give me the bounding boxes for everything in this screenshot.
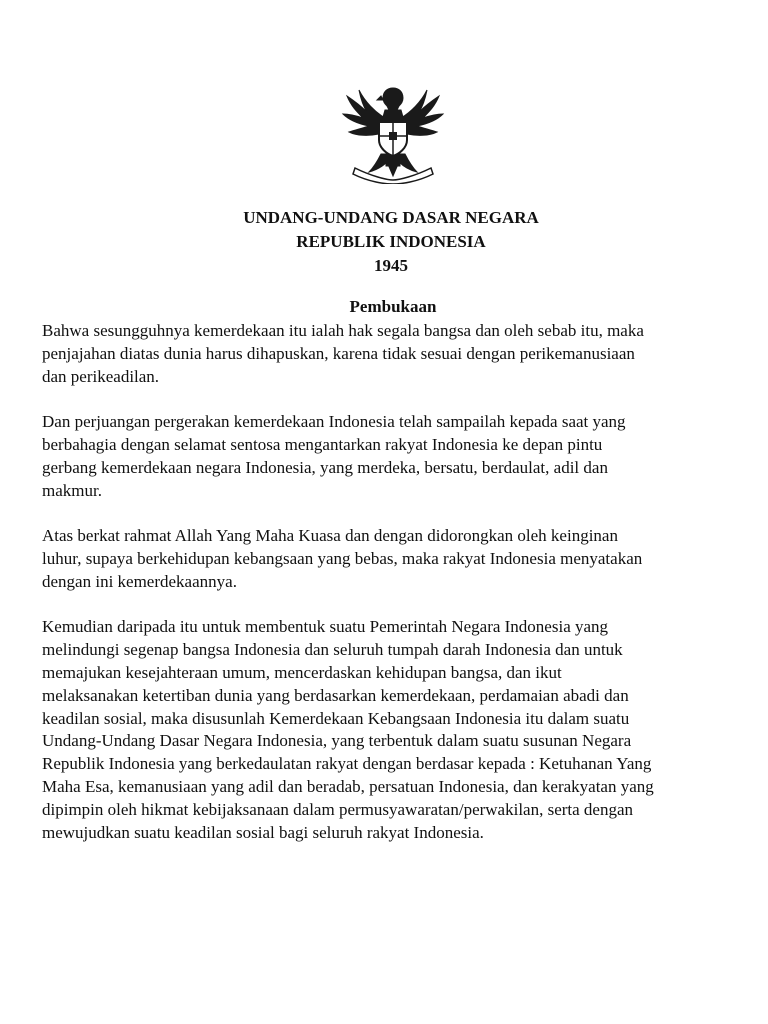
garuda-emblem-icon (337, 84, 449, 184)
document-body (42, 320, 742, 867)
text-line: berbahagia dengan selamat sentosa mengantarkan rakyat Indonesia ke depan pintu (42, 434, 603, 454)
text-line: Maha Esa, kemanusiaan yang adil dan beradab, persatuan Indonesia, dan kerakyatan yang (42, 776, 654, 796)
text-line: Bahwa sesungguhnya kemerdekaan itu ialah hak segala bangsa dan oleh sebab itu, maka (42, 321, 644, 340)
paragraph (42, 616, 742, 844)
text-line: penjajahan diatas dunia harus dihapuskan, karena tidak sesuai dengan perikemanusiaan (42, 343, 635, 363)
text-line: makmur. (42, 480, 102, 500)
text-line: Republik Indonesia yang berkedaulatan rakyat dengan berdasar kepada : Ketuhanan Yang (42, 754, 652, 774)
paragraph (42, 411, 742, 502)
paragraph (42, 525, 742, 593)
title-year: 1945 (374, 256, 408, 275)
text-line: luhur, supaya berkehidupan kebangsaan yang bebas, maka rakyat Indonesia menyatakan (42, 548, 643, 568)
text-line: Kemudian daripada itu untuk membentuk suatu Pemerintah Negara Indonesia yang (42, 617, 609, 637)
text-line: melindungi segenap bangsa Indonesia dan seluruh tumpah darah Indonesia dan untuk (42, 640, 623, 660)
document-title (0, 206, 768, 278)
text-line: gerbang kemerdekaan negara Indonesia, yang merdeka, bersatu, berdaulat, adil dan (42, 457, 608, 477)
text-line: memajukan kesejahteraan umum, mencerdaskan kehidupan bangsa, dan ikut (42, 662, 562, 682)
title-line: REPUBLIK INDONESIA (296, 232, 486, 251)
text-line: dengan ini kemerdekaannya. (42, 571, 237, 591)
text-line: Atas berkat rahmat Allah Yang Maha Kuasa dan dengan didorongkan oleh keinginan (42, 526, 618, 546)
text-line: Undang-Undang Dasar Negara Indonesia, yang terbentuk dalam suatu susunan Negara (42, 731, 632, 751)
text-line: melaksanakan ketertiban dunia yang berdasarkan kemerdekaan, perdamaian abadi dan (42, 685, 629, 705)
text-line: dipimpin oleh hikmat kebijaksanaan dalam permusyawaratan/perwakilan, serta dengan (42, 799, 634, 819)
paragraph (42, 320, 742, 388)
text-line: keadilan sosial, maka disusunlah Kemerdekaan Kebangsaan Indonesia itu dalam suatu (42, 708, 630, 728)
text-line: Dan perjuangan pergerakan kemerdekaan Indonesia telah sampailah kepada saat yang (42, 412, 626, 432)
text-line: mewujudkan suatu keadilan sosial bagi seluruh rakyat Indonesia. (42, 822, 484, 842)
section-heading: Pembukaan (349, 297, 437, 316)
text-line: dan perikeadilan. (42, 366, 160, 386)
title-line: UNDANG-UNDANG DASAR NEGARA (243, 208, 539, 227)
